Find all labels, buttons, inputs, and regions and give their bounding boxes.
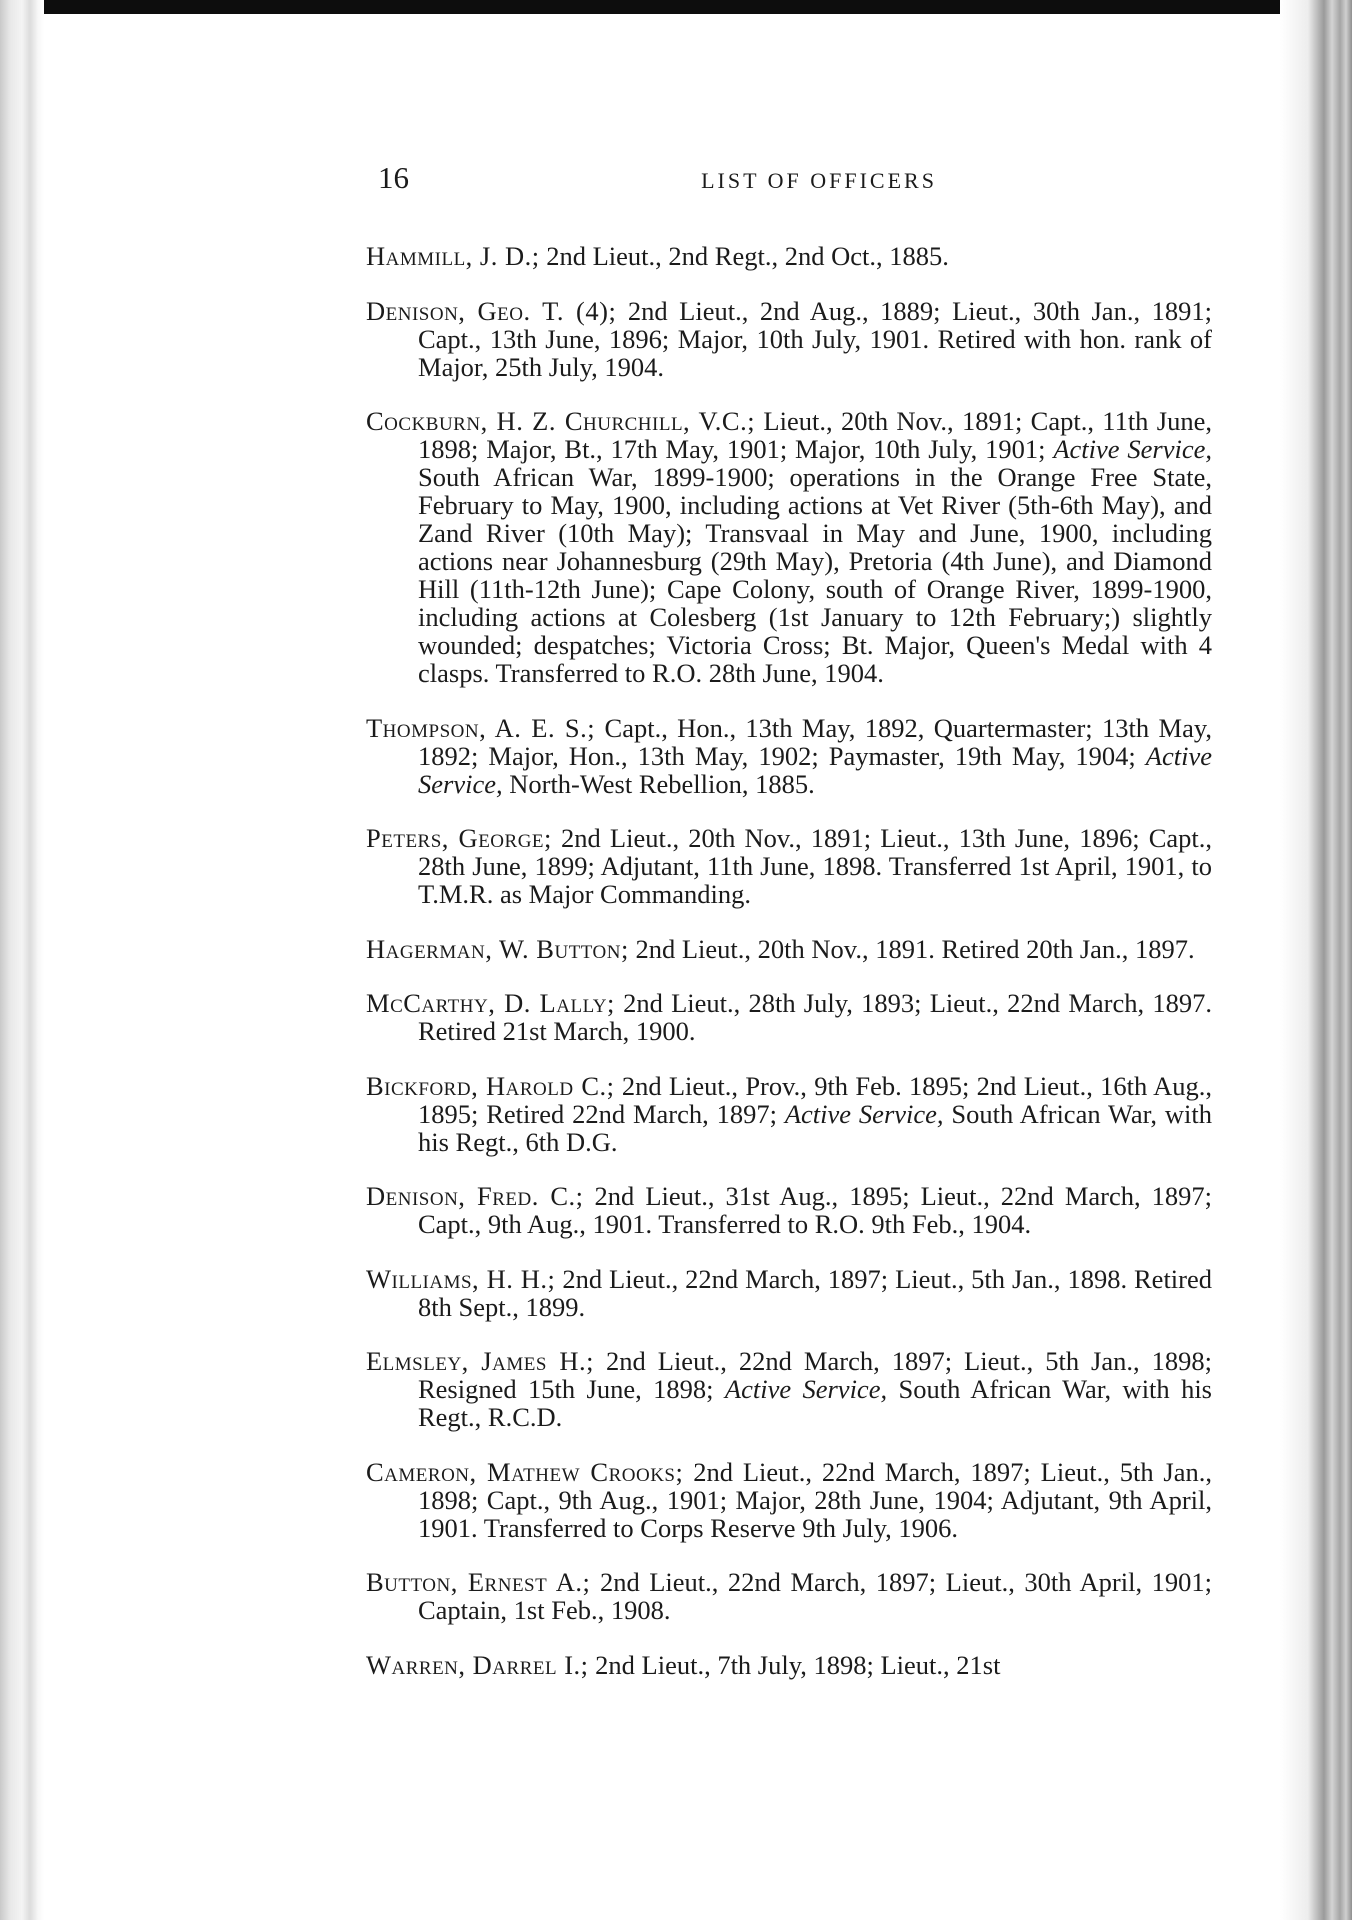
officer-entries: [366, 242, 1212, 1679]
book-gutter-left: [0, 0, 44, 1920]
officer-entry: [366, 1182, 1212, 1238]
service-record: 2nd Lieut., 20th Nov., 1891. Retired 20th Jan., 1897.: [628, 933, 1195, 964]
page-number: 16: [378, 160, 409, 195]
officer-name: Warren, Darrel I.;: [366, 1649, 589, 1680]
officer-name: Hammill, J. D.;: [366, 241, 540, 271]
service-record: 2nd Lieut., 2nd Regt., 2nd Oct., 1885.: [539, 241, 949, 271]
officer-name: Cameron, Mathew Crooks;: [366, 1456, 684, 1487]
service-record: 2nd Lieut., 22nd March, 1897; Lieut., 5th Jan., 1898; Capt., 9th Aug., 1901; Major, 28th June, 1904; Adjutant, 9th April, 1901. Transferred to Corps Reserve 9th July, 1906.: [418, 1456, 1213, 1543]
officer-entry: [366, 297, 1212, 381]
officer-entry: [366, 1458, 1212, 1542]
officer-name: Hagerman, W. Button;: [366, 933, 629, 964]
book-edge-right: [1280, 0, 1352, 1920]
service-label: Active Service,: [1053, 434, 1213, 464]
running-head: LIST OF OFFICERS: [701, 168, 937, 193]
officer-name: Denison, Geo. T. (4);: [366, 295, 617, 326]
officer-entry: [366, 407, 1212, 687]
officer-entry: [366, 242, 1212, 270]
officer-name: McCarthy, D. Lally;: [366, 988, 615, 1018]
officer-entry: [366, 935, 1212, 963]
scan-top-border: [0, 0, 1352, 14]
officer-entry: [366, 1568, 1212, 1624]
service-record: South African War, 1899-1900; operations in the Orange Free State, February to May, 1900, including actions at Vet River (5th-6th May), and Zand River (10th May); Transvaal in May and June, 1900, including actions near Johannesburg (29th May), Pretoria (4th June), and Diamond Hill (11th-12th June); Cape Colony, south of Orange River, 1899-1900, including actions at Colesberg (1st January to 12th February;) slightly wounded; despatches; Victoria Cross; Bt. Major, Queen's Medal with 4 clasps. Transferred to R.O. 28th June, 1904.: [418, 462, 1212, 688]
service-record: 2nd Lieut., 2nd Aug., 1889; Lieut., 30th Jan., 1891; Capt., 13th June, 1896; Major, 10th July, 1901. Retired with hon. rank of Major, 25th July, 1904.: [418, 295, 1212, 382]
service-record: South African War, with his Regt., 6th D.G.: [418, 1098, 1212, 1157]
service-label: Active Service,: [784, 1098, 944, 1129]
service-label: Active Service,: [418, 740, 1212, 799]
officer-name: Denison, Fred. C.;: [366, 1181, 584, 1211]
service-record: 2nd Lieut., Prov., 9th Feb. 1895; 2nd Lieut., 16th Aug., 1895; Retired 22nd March, 1897;: [418, 1070, 1212, 1129]
service-record: Capt., Hon., 13th May, 1892, Quartermaster; 13th May, 1892; Major, Hon., 13th May, 1902; Paymaster, 19th May, 1904;: [418, 712, 1212, 771]
officer-name: Peters, George;: [366, 823, 552, 853]
officer-name: Button, Ernest A.;: [366, 1567, 591, 1597]
officer-entry: [366, 1072, 1212, 1156]
service-record: 2nd Lieut., 22nd March, 1897; Lieut., 30th April, 1901; Captain, 1st Feb., 1908.: [418, 1567, 1213, 1625]
book-page: [366, 160, 1212, 1691]
service-record: 2nd Lieut., 31st Aug., 1895; Lieut., 22nd March, 1897; Capt., 9th Aug., 1901. Transferred to R.O. 9th Feb., 1904.: [418, 1181, 1212, 1239]
officer-name: Thompson, A. E. S.;: [366, 712, 596, 743]
page-header: [366, 160, 1212, 210]
officer-entry: [366, 1651, 1212, 1679]
officer-name: Cockburn, H. Z. Churchill, V.C.;: [366, 406, 756, 436]
service-record: North-West Rebellion, 1885.: [502, 768, 815, 799]
officer-name: Elmsley, James H.;: [366, 1346, 595, 1376]
service-record: 2nd Lieut., 22nd March, 1897; Lieut., 5th Jan., 1898. Retired 8th Sept., 1899.: [418, 1263, 1213, 1322]
officer-name: Williams, H. H.;: [366, 1263, 556, 1294]
service-record: South African War, with his Regt., R.C.D.: [418, 1374, 1212, 1432]
service-record: 2nd Lieut., 20th Nov., 1891; Lieut., 13th June, 1896; Capt., 28th June, 1899; Adjutant, 11th June, 1898. Transferred 1st April, 1901, to T.M.R. as Major Commanding.: [418, 823, 1212, 909]
officer-entry: [366, 1265, 1212, 1321]
service-label: Active Service,: [724, 1374, 888, 1404]
officer-entry: [366, 989, 1212, 1045]
officer-entry: [366, 714, 1212, 798]
service-record: 2nd Lieut., 7th July, 1898; Lieut., 21st: [588, 1649, 1001, 1680]
service-record: Lieut., 20th Nov., 1891; Capt., 11th June, 1898; Major, Bt., 17th May, 1901; Major, 10th July, 1901;: [418, 406, 1212, 464]
service-record: 2nd Lieut., 22nd March, 1897; Lieut., 5th Jan., 1898; Resigned 15th June, 1898;: [418, 1346, 1212, 1404]
officer-entry: [366, 1347, 1212, 1431]
service-record: 2nd Lieut., 28th July, 1893; Lieut., 22nd March, 1897. Retired 21st March, 1900.: [418, 988, 1212, 1046]
officer-entry: [366, 824, 1212, 908]
officer-name: Bickford, Harold C.;: [366, 1070, 615, 1101]
